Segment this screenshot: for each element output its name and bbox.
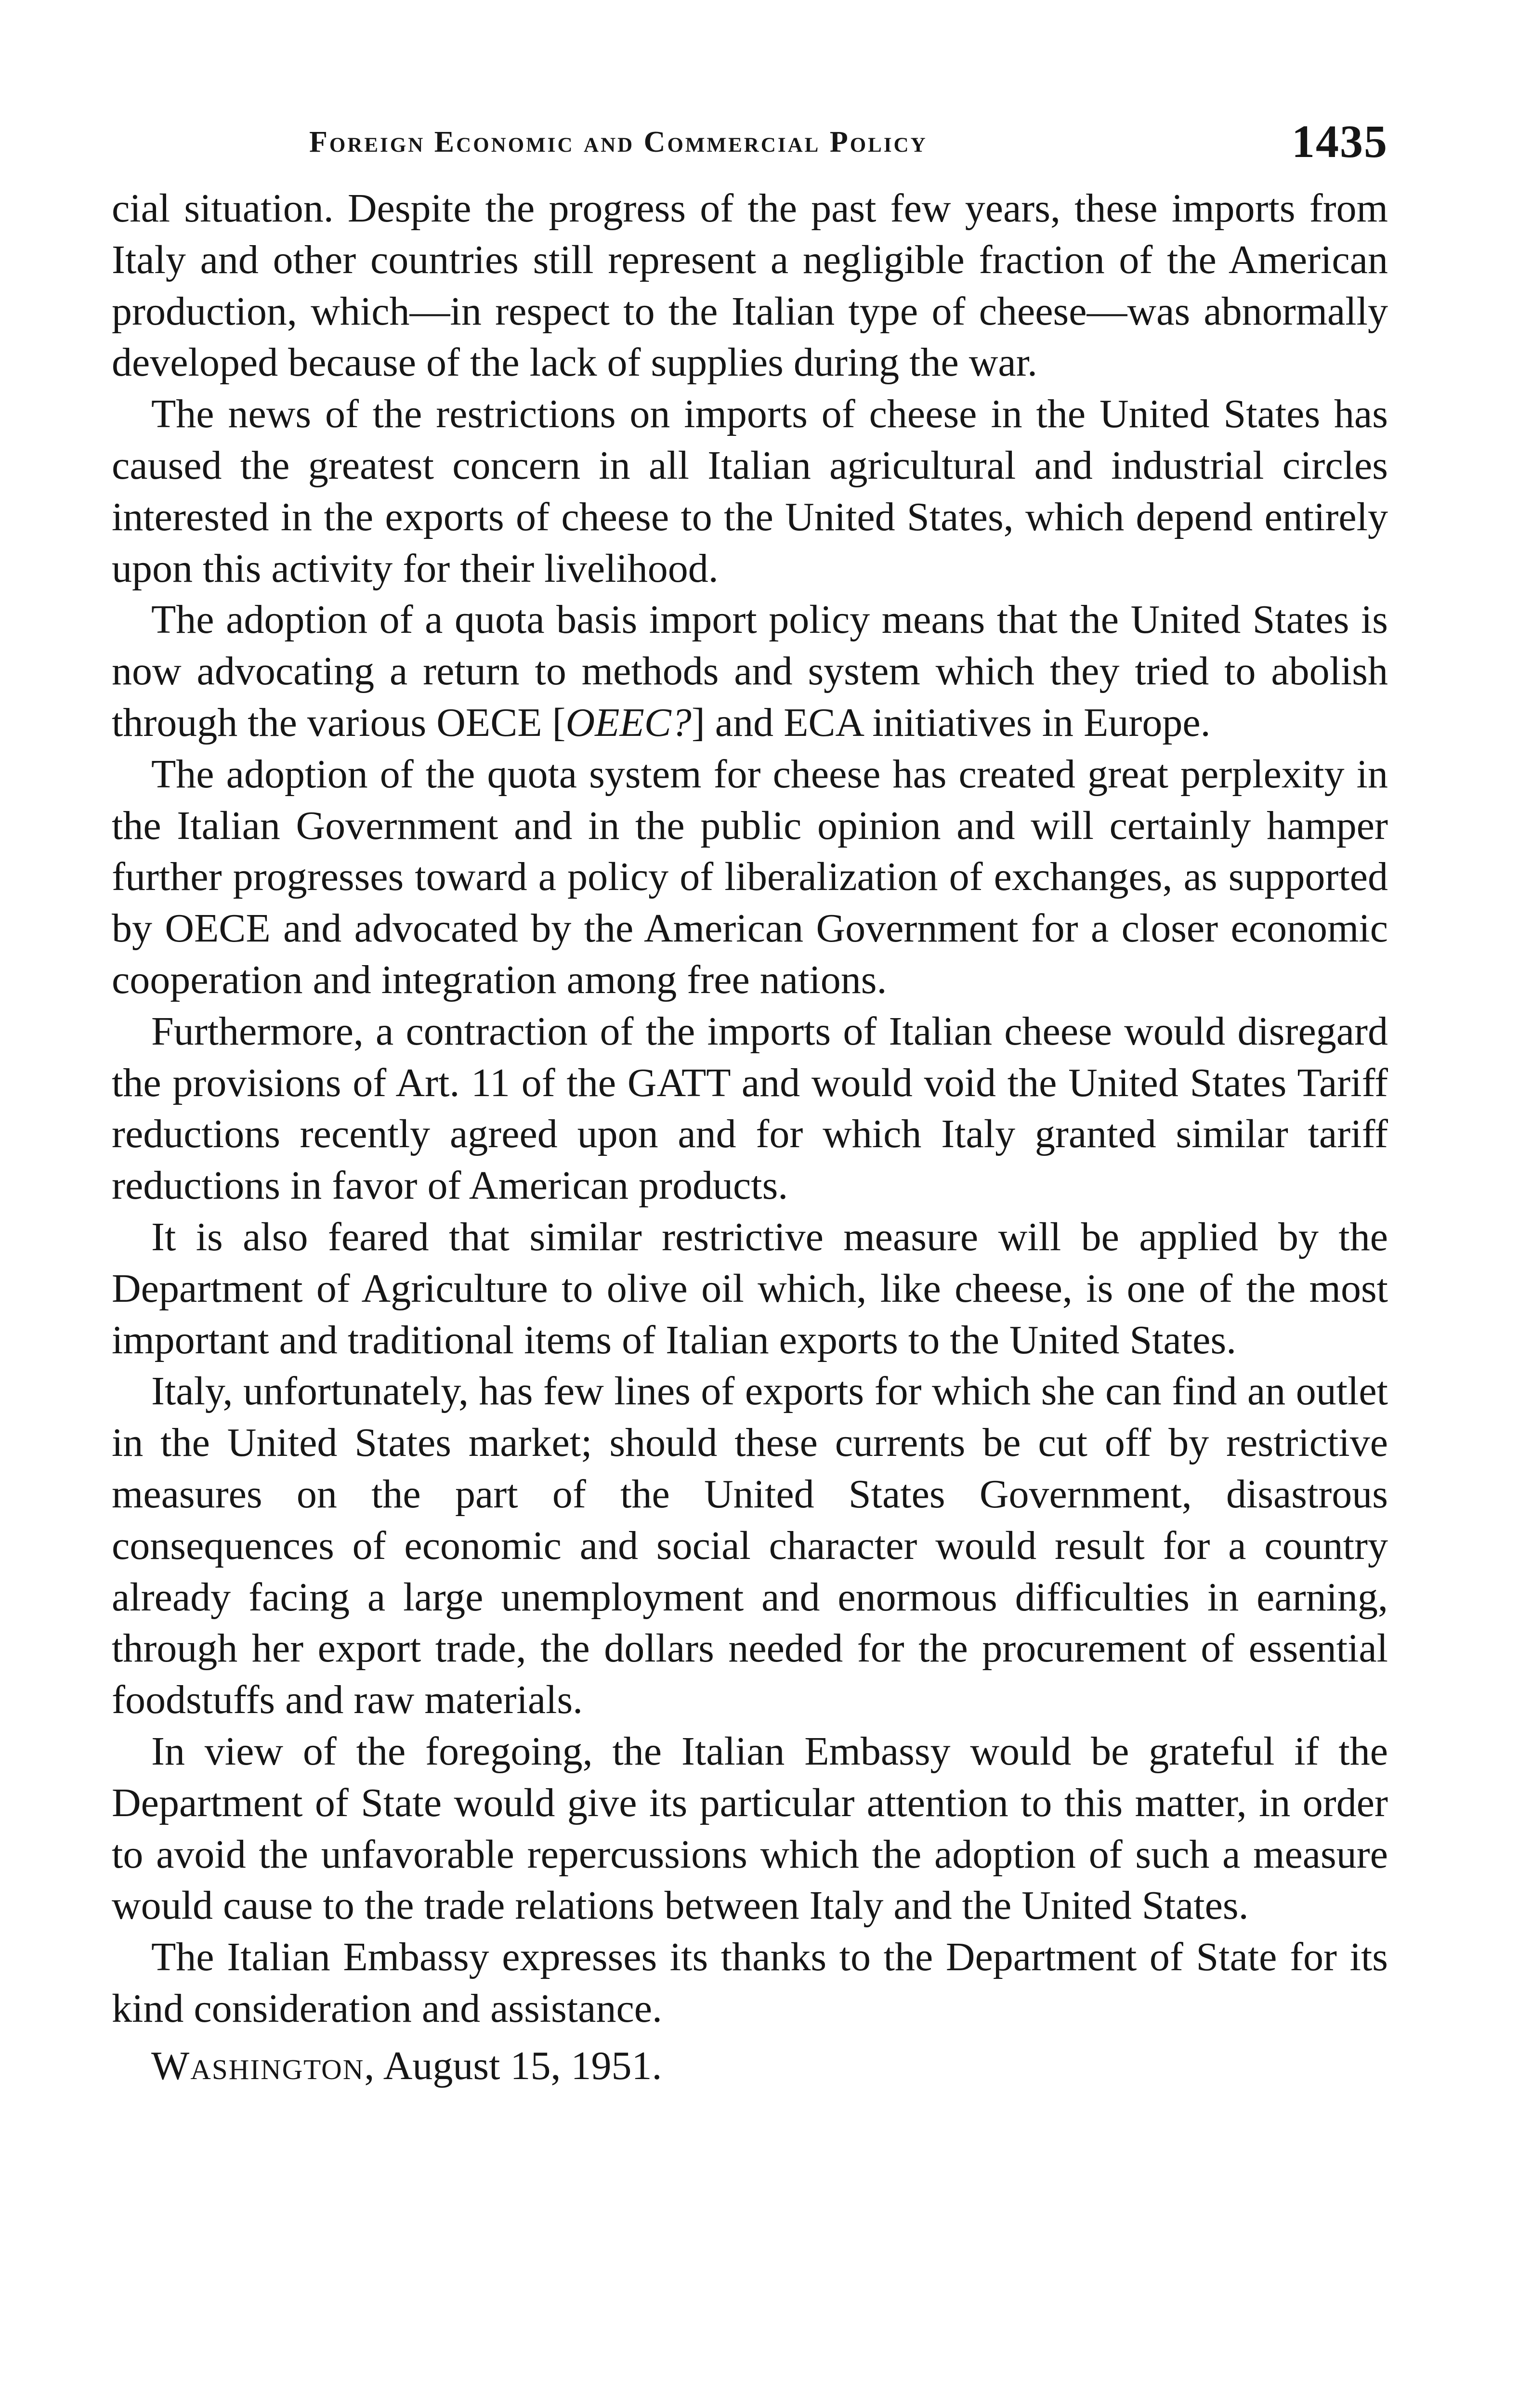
running-title: Foreign Economic and Commercial Policy [309,126,928,158]
paragraph-2: The news of the restrictions on imports of cheese in the United States has caused the greatest concern in all Italian agricultural and industrial circles interested in the exports of cheese to the United States, which depend entirely upon this activity for their livelihood. [112,392,1388,591]
paragraph-7: Italy, unfortunately, has few lines of exports for which she can find an outlet in the United States market; should these currents be cut off by restrictive measures on the part of the United States Government, disastrous consequences of economic and social character would result for a country already facing a large unemployment and enormous difficulties in earning, through her export trade, the dollars needed for the procurement of essential foodstuffs and raw materials. [112,1369,1388,1723]
document-page [112,106,1388,2092]
paragraph-9: The Italian Embassy expresses its thanks to the Department of State for its kind consideration and assistance. [112,1935,1388,2031]
page-number: 1435 [1292,116,1388,167]
paragraph-8: In view of the foregoing, the Italian Embassy would be grateful if the Department of State would give its particular attention to this matter, in order to avoid the unfavorable repercussions which the adoption of such a measure would cause to the trade relations between Italy and the United States. [112,1728,1388,1928]
dateline [112,2041,1388,2092]
body-text [112,183,1388,2092]
paragraph-3-text-b: ] and ECA initiatives in Europe. [691,700,1211,745]
dateline-date: August 15, 1951. [383,2043,662,2088]
paragraph-4: The adoption of the quota system for cheese has created great perplexity in the Italian Government and in the public opinion and will certainly hamper further progresses toward a policy of liberalization of exchanges, as supported by OECE and advocated by the American Government for a closer economic cooperation and integration among free nations. [112,751,1388,1002]
dateline-place: Washington, [151,2043,376,2088]
paragraph-3-text-a: The adoption of a quota basis import policy means that the United States is now advocating a return to methods and system which they tried to abolish through the various OECE [ [112,597,1388,745]
paragraph-3 [112,594,1388,748]
editorial-note: OEEC? [565,700,692,745]
paragraph-5: Furthermore, a contraction of the imports of Italian cheese would disregard the provisions of Art. 11 of the GATT and would void the United States Tariff reductions recently agreed upon and for which Italy granted similar tariff reductions in favor of American products. [112,1008,1388,1208]
running-head [112,106,1388,183]
paragraph-6: It is also feared that similar restrictive measure will be applied by the Department of Agriculture to olive oil which, like cheese, is one of the most important and traditional items of Italian exports to the United States. [112,1214,1388,1362]
paragraph-1: cial situation. Despite the progress of the past few years, these imports from Italy and other countries still represent a negligible fraction of the American production, which—in respect to the Italian type of cheese—was abnormally developed because of the lack of supplies during the war. [112,186,1388,385]
